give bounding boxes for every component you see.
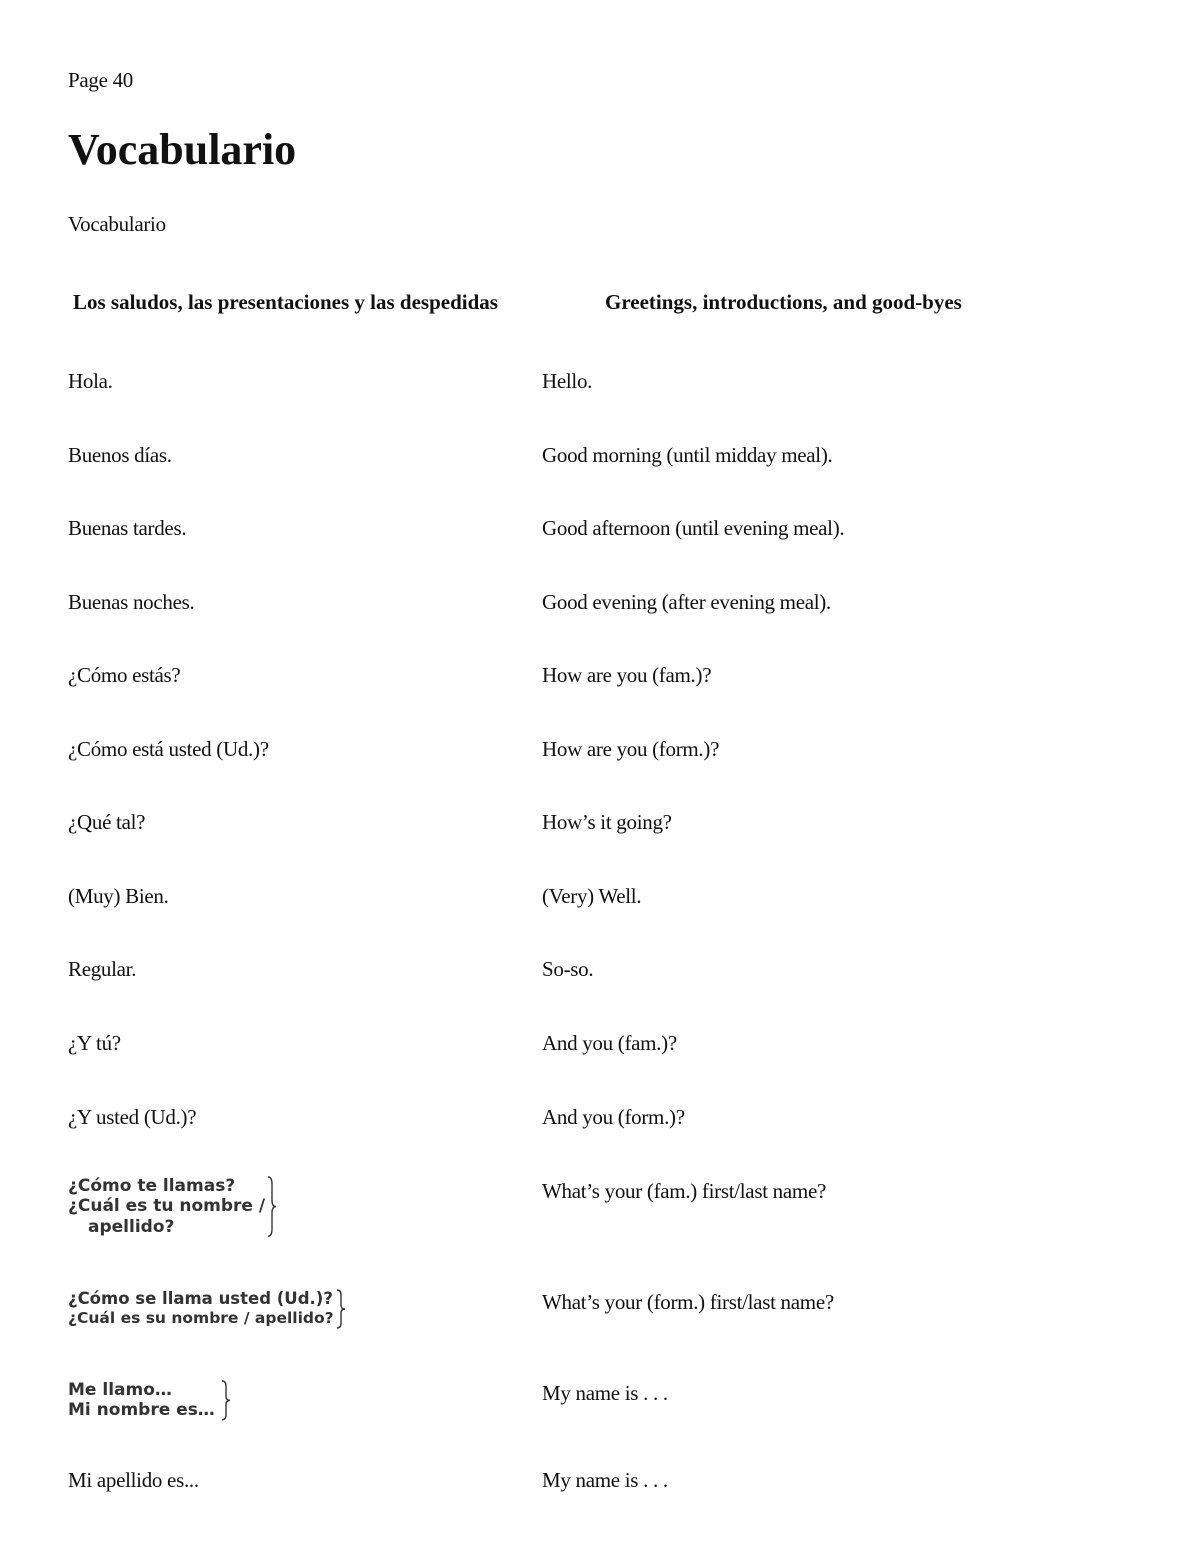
- right-brace-icon: [221, 1380, 231, 1421]
- vocab-es: ¿Y usted (Ud.)?: [68, 1105, 197, 1129]
- vocab-en: How are you (form.)?: [542, 737, 720, 761]
- vocab-en: My name is . . .: [542, 1381, 668, 1405]
- right-brace-icon: [336, 1289, 346, 1329]
- vocab-es: ¿Cómo estás?: [68, 663, 181, 687]
- vocab-group-line: ¿Cómo se llama usted (Ud.)?: [68, 1289, 333, 1308]
- vocab-es: Buenas noches.: [68, 590, 195, 614]
- right-brace-icon: [267, 1176, 277, 1237]
- section-header-spanish: Los saludos, las presentaciones y las despedidas: [73, 290, 498, 314]
- vocab-es: Mi apellido es...: [68, 1468, 199, 1492]
- vocab-en: So-so.: [542, 957, 594, 981]
- vocab-en: Good afternoon (until evening meal).: [542, 516, 845, 540]
- vocab-group-lines: [68, 1380, 215, 1421]
- vocab-en: What’s your (fam.) first/last name?: [542, 1179, 826, 1203]
- vocab-es: Hola.: [68, 369, 113, 393]
- page-subtitle: Vocabulario: [68, 212, 166, 236]
- vocab-en: (Very) Well.: [542, 884, 642, 908]
- vocab-es: ¿Qué tal?: [68, 810, 146, 834]
- vocab-group-line: ¿Cuál es su nombre / apellido?: [68, 1308, 334, 1327]
- vocab-es: ¿Cómo está usted (Ud.)?: [68, 737, 269, 761]
- vocab-group-line: Me llamo…: [68, 1380, 172, 1400]
- page-number: Page 40: [68, 68, 133, 92]
- vocab-es: ¿Y tú?: [68, 1031, 121, 1055]
- vocab-en: My name is . . .: [542, 1468, 668, 1492]
- vocab-es: (Muy) Bien.: [68, 884, 169, 908]
- vocab-es: Regular.: [68, 957, 137, 981]
- vocab-group-es: [68, 1176, 277, 1237]
- vocab-group-lines: [68, 1289, 334, 1329]
- vocab-en: How’s it going?: [542, 810, 672, 834]
- vocab-group-line: ¿Cómo te llamas?: [68, 1176, 236, 1196]
- vocab-group-es: [68, 1289, 346, 1329]
- vocab-en: And you (form.)?: [542, 1105, 685, 1129]
- vocab-group-line: ¿Cuál es tu nombre /: [68, 1196, 266, 1217]
- vocab-group-line: Mi nombre es…: [68, 1400, 215, 1421]
- vocab-en: What’s your (form.) first/last name?: [542, 1290, 834, 1314]
- vocab-en: Good evening (after evening meal).: [542, 590, 831, 614]
- vocab-group-es: [68, 1380, 231, 1421]
- vocab-en: Good morning (until midday meal).: [542, 443, 833, 467]
- vocab-es: Buenos días.: [68, 443, 172, 467]
- vocab-group-line: apellido?: [88, 1216, 175, 1237]
- vocab-en: Hello.: [542, 369, 593, 393]
- vocab-en: And you (fam.)?: [542, 1031, 677, 1055]
- vocab-en: How are you (fam.)?: [542, 663, 712, 687]
- page-title: Vocabulario: [68, 125, 297, 174]
- vocab-group-lines: [68, 1176, 265, 1237]
- section-header-english: Greetings, introductions, and good-byes: [605, 290, 962, 314]
- vocab-es: Buenas tardes.: [68, 516, 187, 540]
